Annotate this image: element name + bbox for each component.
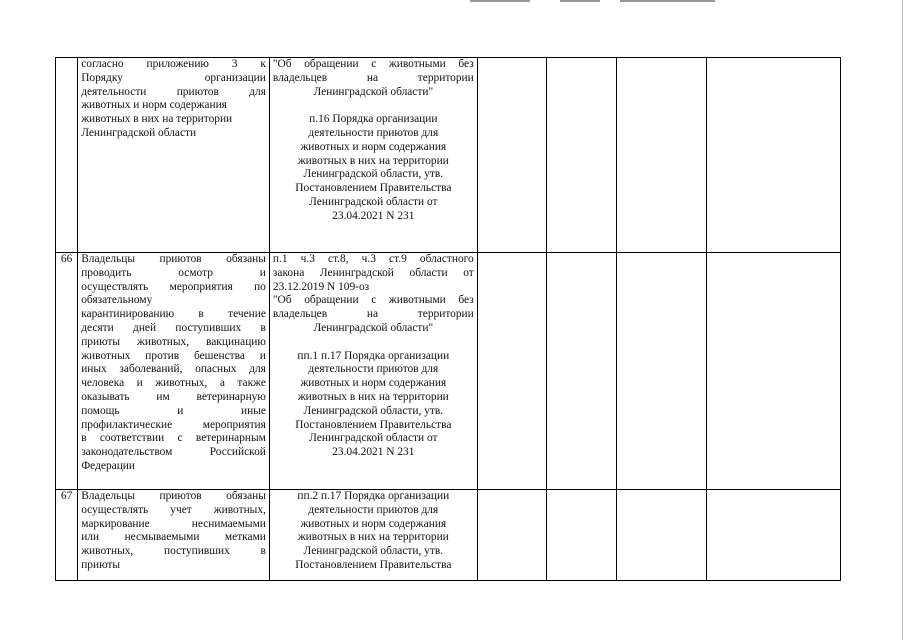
table-row [56, 253, 841, 490]
text-line: закона Ленинградской области от [272, 266, 474, 279]
table-row [56, 490, 841, 581]
text-line: оказывать им ветеринарную [81, 390, 266, 403]
text-line: или несмываемыми метками [81, 531, 266, 544]
text-line: Ленинградской области, утв. [303, 404, 444, 417]
empty-cell [706, 490, 840, 581]
text-line: иных заболеваний, опасных для [81, 363, 266, 376]
text-line: Ленинградской области от [309, 195, 438, 208]
empty-cell [706, 58, 840, 253]
text-line: Ленинградской области от [309, 432, 438, 445]
text-line: Ленинградской области, утв. [303, 168, 444, 181]
text-line: 23.04.2021 N 231 [332, 446, 415, 459]
empty-cell [547, 490, 617, 581]
text-line: животных в них на территории [297, 531, 449, 544]
row-number [56, 58, 78, 253]
text-line: пп.2 п.17 Порядка организации [297, 490, 450, 502]
text-line: деятельности приютов для [308, 503, 439, 516]
text-line: осуществлять учет животных, [81, 503, 266, 516]
text-line: помощь и иные [81, 404, 266, 417]
scan-artifact [560, 0, 600, 2]
paragraph-gap [273, 99, 474, 113]
text-line: приюты [81, 558, 121, 571]
empty-cell [477, 490, 547, 581]
row-number: 66 [56, 253, 78, 490]
text-line: животных в них на территории [81, 113, 233, 126]
text-line: десяти дней поступивших в [81, 321, 266, 334]
text-line: животных в них на территории [297, 154, 449, 167]
text-line: Ленинградской области [81, 126, 197, 139]
text-line: животных в них на территории [297, 390, 449, 403]
legal-basis-cell [269, 490, 477, 581]
text-line: человека и животных, а также [81, 377, 266, 390]
text-line: Постановлением Правительства [295, 182, 452, 195]
text-line: Ленинградской области, утв. [303, 545, 444, 558]
empty-cell [616, 490, 706, 581]
text-line: п.16 Порядка организации [309, 113, 438, 126]
text-line: Владельцы приютов обязаны [81, 253, 266, 265]
legal-basis-cell [269, 253, 477, 490]
page-edge [902, 0, 903, 640]
text-line: "Об обращении с животными без [272, 294, 474, 307]
empty-cell [477, 253, 547, 490]
text-line: 23.04.2021 N 231 [332, 209, 415, 222]
text-line: деятельности приютов для [308, 126, 439, 139]
text-line: Ленинградской области" [313, 85, 434, 98]
text-line: карантинированию в течение [81, 308, 266, 321]
text-line: Федерации [81, 459, 135, 472]
text-line: Владельцы приютов обязаны [81, 490, 266, 502]
text-line: проводить осмотр и [81, 266, 266, 279]
scan-artifact [620, 0, 715, 2]
empty-cell [477, 58, 547, 253]
text-line: законодательством Российской [81, 446, 266, 459]
empty-cell [706, 253, 840, 490]
empty-cell [616, 58, 706, 253]
requirements-table [55, 57, 841, 581]
text-line: 23.12.2019 N 109-оз [272, 280, 370, 293]
empty-cell [547, 58, 617, 253]
requirement-cell [78, 253, 270, 490]
text-line: Постановлением Правительства [295, 418, 452, 431]
text-line: деятельности приютов для [81, 85, 266, 98]
row-number: 67 [56, 490, 78, 581]
text-line: "Об обращении с животными без [272, 58, 474, 70]
text-line: животных и норм содержания [81, 99, 227, 112]
paragraph-gap [273, 336, 474, 350]
text-line: п.1 ч.3 ст.8, ч.3 ст.9 областного [272, 253, 474, 265]
empty-cell [616, 253, 706, 490]
text-line: приюты животных, вакцинацию [81, 335, 266, 348]
text-line: владельцев на территории [272, 71, 474, 84]
text-line: владельцев на территории [272, 308, 474, 321]
text-line: обязательному [81, 294, 153, 307]
text-line: Порядку организации [81, 71, 266, 84]
requirement-cell [78, 490, 270, 581]
text-line: профилактические мероприятия [81, 418, 266, 431]
text-line: деятельности приютов для [308, 363, 439, 376]
text-line: животных и норм содержания [300, 140, 447, 153]
table-row [56, 58, 841, 253]
text-line: животных и норм содержания [300, 377, 447, 390]
text-line: Постановлением Правительства [295, 558, 452, 571]
text-line: животных против бешенства и [81, 349, 266, 362]
legal-basis-cell [269, 58, 477, 253]
empty-cell [547, 253, 617, 490]
text-line: пп.1 п.17 Порядка организации [297, 349, 450, 362]
text-line: согласно приложению 3 к [81, 58, 266, 70]
text-line: животных и норм содержания [300, 517, 447, 530]
text-line: в соответствии с ветеринарным [81, 432, 266, 445]
scan-artifact [470, 0, 530, 2]
text-line: животных, поступивших в [81, 545, 266, 558]
text-line: осуществлять мероприятия по [81, 280, 266, 293]
text-line: Ленинградской области" [313, 321, 434, 334]
text-line: маркирование неснимаемыми [81, 517, 266, 530]
requirement-cell [78, 58, 270, 253]
